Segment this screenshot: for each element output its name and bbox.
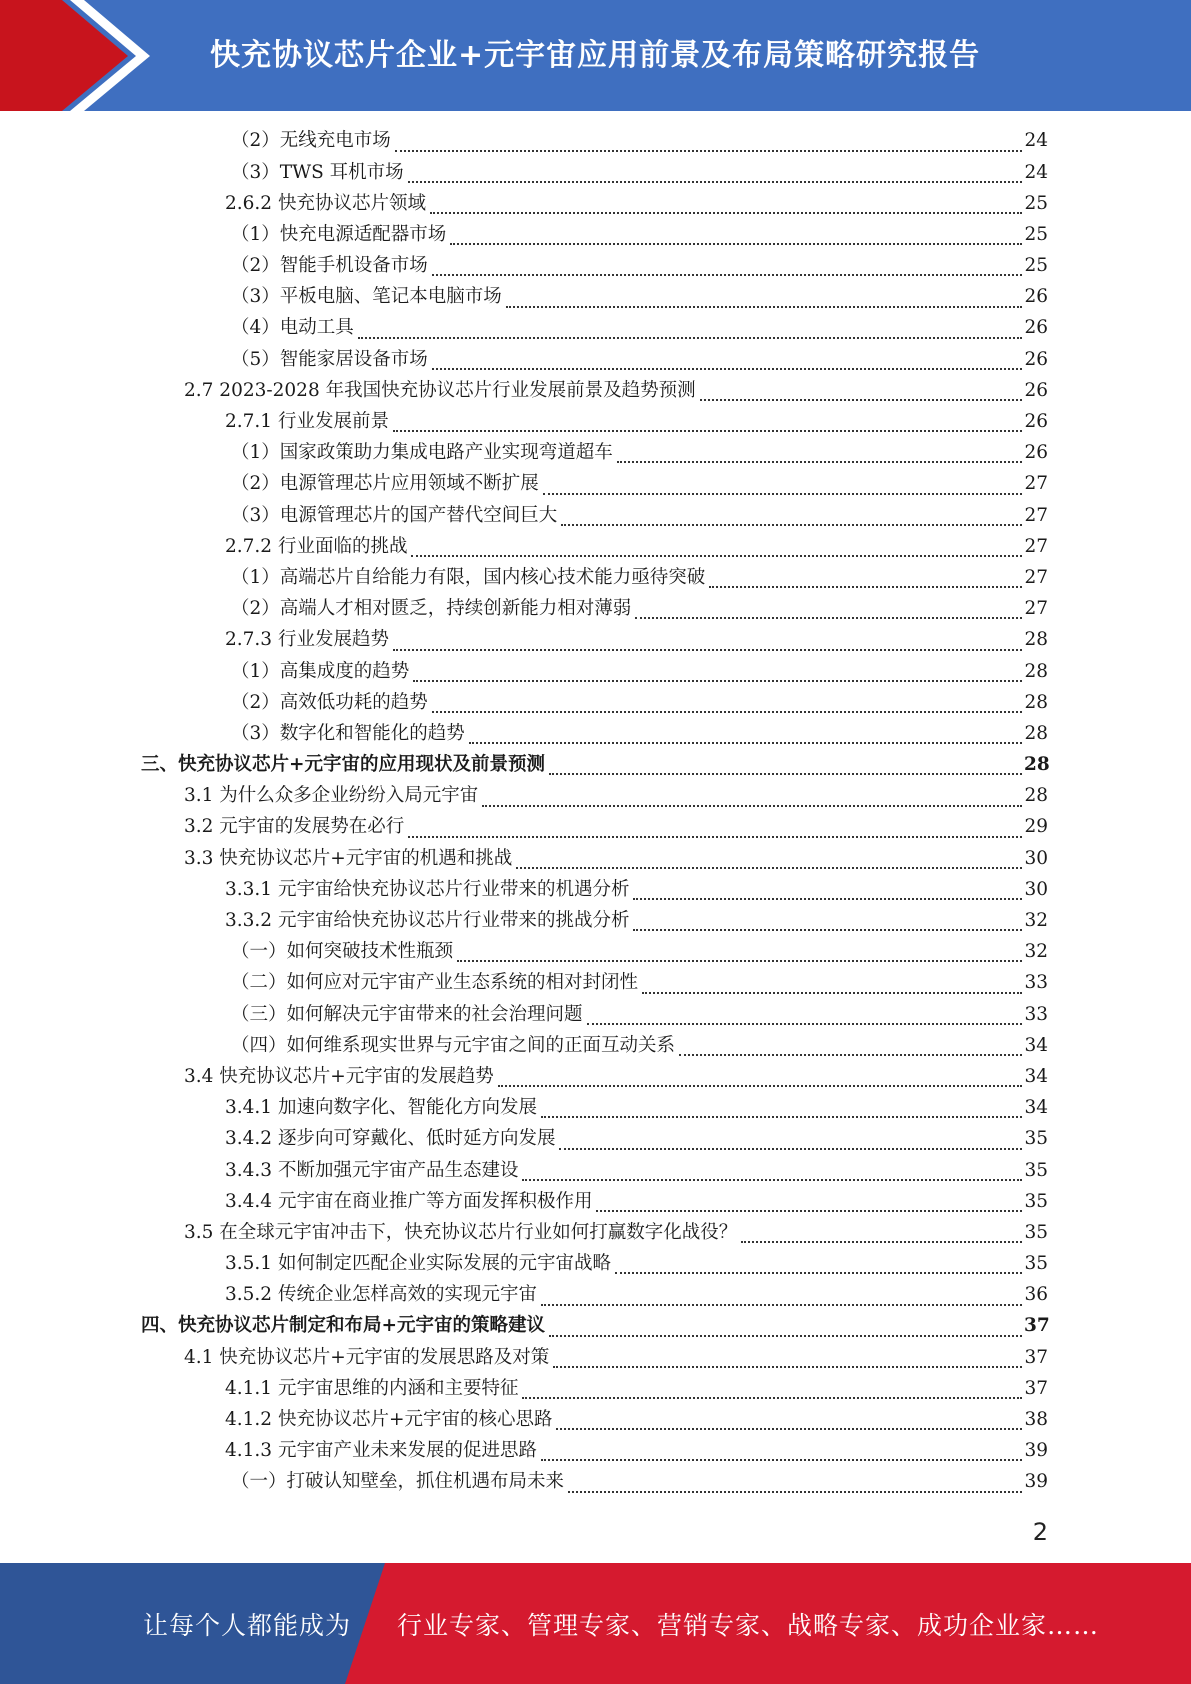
toc-entry-title: 3.2 元宇宙的发展势在必行 [184,816,405,838]
toc-entry[interactable] [0,1062,1191,1093]
toc-entry-page: 27 [1024,473,1048,495]
toc-entry[interactable] [0,999,1191,1030]
toc-entry-title: 3.3.2 元宇宙给快充协议芯片行业带来的挑战分析 [225,910,630,932]
toc-dot-leader [432,354,1022,370]
toc-entry-title: （1）快充电源适配器市场 [231,223,447,245]
toc-entry-title: 四、快充协议芯片制定和布局+元宇宙的策略建议 [141,1315,546,1337]
toc-entry-title: （一）打破认知壁垒，抓住机遇布局未来 [231,1471,565,1493]
toc-dot-leader [543,479,1022,495]
toc-entry[interactable] [0,438,1191,469]
toc-entry[interactable] [0,126,1191,157]
toc-entry-page: 26 [1024,348,1048,370]
toc-dot-leader [522,1165,1022,1181]
toc-entry[interactable] [0,376,1191,407]
toc-entry-title: （3）电源管理芯片的国产替代空间巨大 [231,504,558,526]
toc-entry-title: （2）高端人才相对匮乏，持续创新能力相对薄弱 [231,598,632,620]
table-of-contents [0,126,1191,1498]
toc-entry[interactable] [0,1342,1191,1373]
toc-entry-title: （5）智能家居设备市场 [231,348,428,370]
toc-entry-page: 29 [1024,816,1048,838]
toc-entry-title: （二）如何应对元宇宙产业生态系统的相对封闭性 [231,972,639,994]
toc-entry[interactable] [0,1436,1191,1467]
toc-entry-title: （1）高集成度的趋势 [231,660,410,682]
toc-entry-title: 3.4.1 加速向数字化、智能化方向发展 [225,1097,537,1119]
toc-entry[interactable] [0,1218,1191,1249]
toc-entry-title: 3.5 在全球元宇宙冲击下，快充协议芯片行业如何打赢数字化战役？ [184,1221,738,1243]
toc-dot-leader [393,416,1022,432]
toc-dot-leader [568,1477,1022,1493]
toc-dot-leader [541,1290,1022,1306]
toc-dot-leader [615,1258,1022,1274]
toc-entry-page: 28 [1024,785,1048,807]
toc-entry-page: 33 [1024,1003,1048,1025]
toc-entry[interactable] [0,906,1191,937]
toc-entry[interactable] [0,719,1191,750]
toc-entry-page: 27 [1024,535,1048,557]
toc-dot-leader [741,1227,1022,1243]
toc-entry-title: （2）电源管理芯片应用领域不断扩展 [231,473,539,495]
header-banner [0,0,1191,111]
toc-entry-title: （四）如何维系现实世界与元宇宙之间的正面互动关系 [231,1034,676,1056]
toc-entry-title: （3）平板电脑、笔记本电脑市场 [231,286,502,308]
toc-entry-page: 27 [1024,566,1048,588]
footer-slogan-right: 行业专家、管理专家、营销专家、战略专家、成功企业家…… [397,1610,1100,1640]
toc-dot-leader [635,603,1022,619]
toc-entry-title: 3.3 快充协议芯片+元宇宙的机遇和挑战 [184,847,513,869]
toc-entry-title: （2）高效低功耗的趋势 [231,691,428,713]
toc-entry-page: 30 [1024,847,1048,869]
toc-entry[interactable] [0,282,1191,313]
toc-dot-leader [541,1102,1022,1118]
toc-entry-page: 25 [1024,192,1048,214]
toc-entry-page: 35 [1024,1128,1048,1150]
toc-entry-page: 28 [1024,754,1050,776]
toc-entry[interactable] [0,1093,1191,1124]
toc-entry-page: 26 [1024,379,1048,401]
toc-dot-leader [549,759,1022,775]
toc-entry-title: （2）无线充电市场 [231,130,391,152]
toc-entry[interactable] [0,1186,1191,1217]
toc-entry-page: 25 [1024,255,1048,277]
toc-entry-page: 37 [1024,1346,1048,1368]
toc-entry[interactable] [0,407,1191,438]
toc-entry[interactable] [0,1249,1191,1280]
toc-dot-leader [498,1071,1022,1087]
toc-entry[interactable] [0,875,1191,906]
header-arrow-decoration [0,0,160,111]
toc-entry[interactable] [0,656,1191,687]
toc-entry-page: 37 [1024,1315,1050,1337]
toc-entry-title: 2.7 2023-2028 年我国快充协议芯片行业发展前景及趋势预测 [184,379,696,401]
toc-entry-page: 28 [1024,660,1048,682]
toc-dot-leader [506,292,1022,308]
toc-entry[interactable] [0,1030,1191,1061]
toc-dot-leader [556,1414,1022,1430]
toc-entry[interactable] [0,594,1191,625]
toc-entry[interactable] [0,687,1191,718]
toc-entry[interactable] [0,500,1191,531]
toc-dot-leader [430,198,1022,214]
toc-entry-title: 4.1.2 快充协议芯片+元宇宙的核心思路 [225,1409,553,1431]
toc-entry-page: 25 [1024,223,1048,245]
toc-entry[interactable] [0,843,1191,874]
toc-entry-title: 3.4.2 逐步向可穿戴化、低时延方向发展 [225,1128,556,1150]
toc-dot-leader [393,635,1022,651]
toc-entry-page: 28 [1024,691,1048,713]
toc-dot-leader [411,541,1022,557]
toc-entry-page: 33 [1024,972,1048,994]
toc-entry[interactable] [0,1405,1191,1436]
toc-entry-title: 3.5.2 传统企业怎样高效的实现元宇宙 [225,1284,537,1306]
toc-entry[interactable] [0,531,1191,562]
toc-dot-leader [395,136,1022,152]
report-title: 快充协议芯片企业+元宇宙应用前景及布局策略研究报告 [210,38,981,73]
toc-entry-page: 30 [1024,878,1048,900]
toc-entry[interactable] [0,750,1191,781]
toc-dot-leader [700,385,1022,401]
toc-entry-page: 34 [1024,1034,1048,1056]
toc-entry-page: 26 [1024,317,1048,339]
toc-entry[interactable] [0,937,1191,968]
footer-slogan-left: 让每个人都能成为 [143,1610,352,1640]
toc-entry-title: 2.7.2 行业面临的挑战 [225,535,408,557]
toc-entry-title: 3.3.1 元宇宙给快充协议芯片行业带来的机遇分析 [225,878,630,900]
toc-dot-leader [482,791,1022,807]
toc-entry-title: 2.7.1 行业发展前景 [225,411,389,433]
toc-entry-page: 24 [1024,161,1048,183]
toc-entry-title: （三）如何解决元宇宙带来的社会治理问题 [231,1003,583,1025]
toc-entry-title: （3）TWS 耳机市场 [231,161,404,183]
toc-entry[interactable] [0,812,1191,843]
toc-entry-title: 3.4.4 元宇宙在商业推广等方面发挥积极作用 [225,1190,593,1212]
toc-entry-page: 26 [1024,442,1048,464]
toc-dot-leader [633,884,1022,900]
toc-entry-title: 4.1.3 元宇宙产业未来发展的促进思路 [225,1440,537,1462]
toc-entry[interactable] [0,344,1191,375]
toc-entry-page: 37 [1024,1377,1048,1399]
toc-entry[interactable] [0,188,1191,219]
toc-dot-leader [617,447,1022,463]
toc-entry-page: 34 [1024,1065,1048,1087]
toc-entry-title: 3.1 为什么众多企业纷纷入局元宇宙 [184,785,479,807]
toc-entry-title: （2）智能手机设备市场 [231,255,428,277]
toc-entry[interactable] [0,1124,1191,1155]
toc-dot-leader [469,728,1022,744]
toc-entry[interactable] [0,157,1191,188]
toc-dot-leader [541,1445,1022,1461]
toc-entry-title: （1）高端芯片自给能力有限，国内核心技术能力亟待突破 [231,566,706,588]
toc-entry-page: 35 [1024,1221,1048,1243]
toc-dot-leader [633,915,1022,931]
toc-entry-title: （1）国家政策助力集成电路产业实现弯道超车 [231,442,613,464]
toc-entry[interactable] [0,220,1191,251]
toc-entry[interactable] [0,1155,1191,1186]
toc-entry-title: 2.7.3 行业发展趋势 [225,629,389,651]
toc-entry-page: 26 [1024,411,1048,433]
toc-entry-page: 26 [1024,286,1048,308]
toc-dot-leader [561,510,1022,526]
toc-entry-page: 38 [1024,1409,1048,1431]
toc-entry-page: 27 [1024,598,1048,620]
toc-entry-title: （4）电动工具 [231,317,354,339]
toc-dot-leader [457,946,1022,962]
toc-entry[interactable] [0,1311,1191,1342]
toc-entry-title: （一）如何突破技术性瓶颈 [231,941,454,963]
toc-entry-page: 35 [1024,1253,1048,1275]
toc-entry-page: 28 [1024,629,1048,651]
toc-dot-leader [408,822,1022,838]
toc-dot-leader [408,167,1022,183]
toc-entry-page: 34 [1024,1097,1048,1119]
toc-dot-leader [549,1321,1022,1337]
toc-entry[interactable] [0,781,1191,812]
toc-dot-leader [450,229,1022,245]
toc-entry-title: 2.6.2 快充协议芯片领域 [225,192,426,214]
toc-entry-title: 4.1.1 元宇宙思维的内涵和主要特征 [225,1377,519,1399]
toc-entry-page: 27 [1024,504,1048,526]
toc-entry-page: 32 [1024,941,1048,963]
toc-dot-leader [522,1383,1022,1399]
toc-entry-page: 35 [1024,1159,1048,1181]
toc-dot-leader [553,1352,1022,1368]
toc-entry[interactable] [0,313,1191,344]
toc-dot-leader [559,1134,1022,1150]
toc-entry-page: 39 [1024,1471,1048,1493]
toc-entry-page: 36 [1024,1284,1048,1306]
toc-entry-page: 24 [1024,130,1048,152]
toc-dot-leader [432,697,1022,713]
toc-dot-leader [358,323,1022,339]
toc-entry[interactable] [0,625,1191,656]
toc-entry[interactable] [0,968,1191,999]
toc-entry-page: 28 [1024,722,1048,744]
toc-entry[interactable] [0,1467,1191,1498]
toc-dot-leader [587,1009,1022,1025]
toc-entry-title: 3.4.3 不断加强元宇宙产品生态建设 [225,1159,519,1181]
toc-dot-leader [596,1196,1022,1212]
toc-entry-page: 39 [1024,1440,1048,1462]
toc-entry-title: 3.5.1 如何制定匹配企业实际发展的元宇宙战略 [225,1253,611,1275]
toc-entry[interactable] [0,1374,1191,1405]
toc-entry-page: 35 [1024,1190,1048,1212]
toc-entry-title: （3）数字化和智能化的趋势 [231,722,465,744]
toc-dot-leader [516,853,1022,869]
toc-dot-leader [679,1040,1022,1056]
toc-dot-leader [432,260,1022,276]
toc-dot-leader [642,978,1022,994]
toc-entry-title: 三、快充协议芯片+元宇宙的应用现状及前景预测 [141,754,546,776]
toc-entry-title: 4.1 快充协议芯片+元宇宙的发展思路及对策 [184,1346,550,1368]
toc-entry-page: 32 [1024,910,1048,932]
toc-entry[interactable] [0,251,1191,282]
toc-dot-leader [709,572,1022,588]
page-number: 2 [1032,1518,1048,1546]
toc-entry[interactable] [0,563,1191,594]
toc-entry[interactable] [0,469,1191,500]
toc-entry[interactable] [0,1280,1191,1311]
toc-entry-title: 3.4 快充协议芯片+元宇宙的发展趋势 [184,1065,494,1087]
toc-dot-leader [413,666,1022,682]
